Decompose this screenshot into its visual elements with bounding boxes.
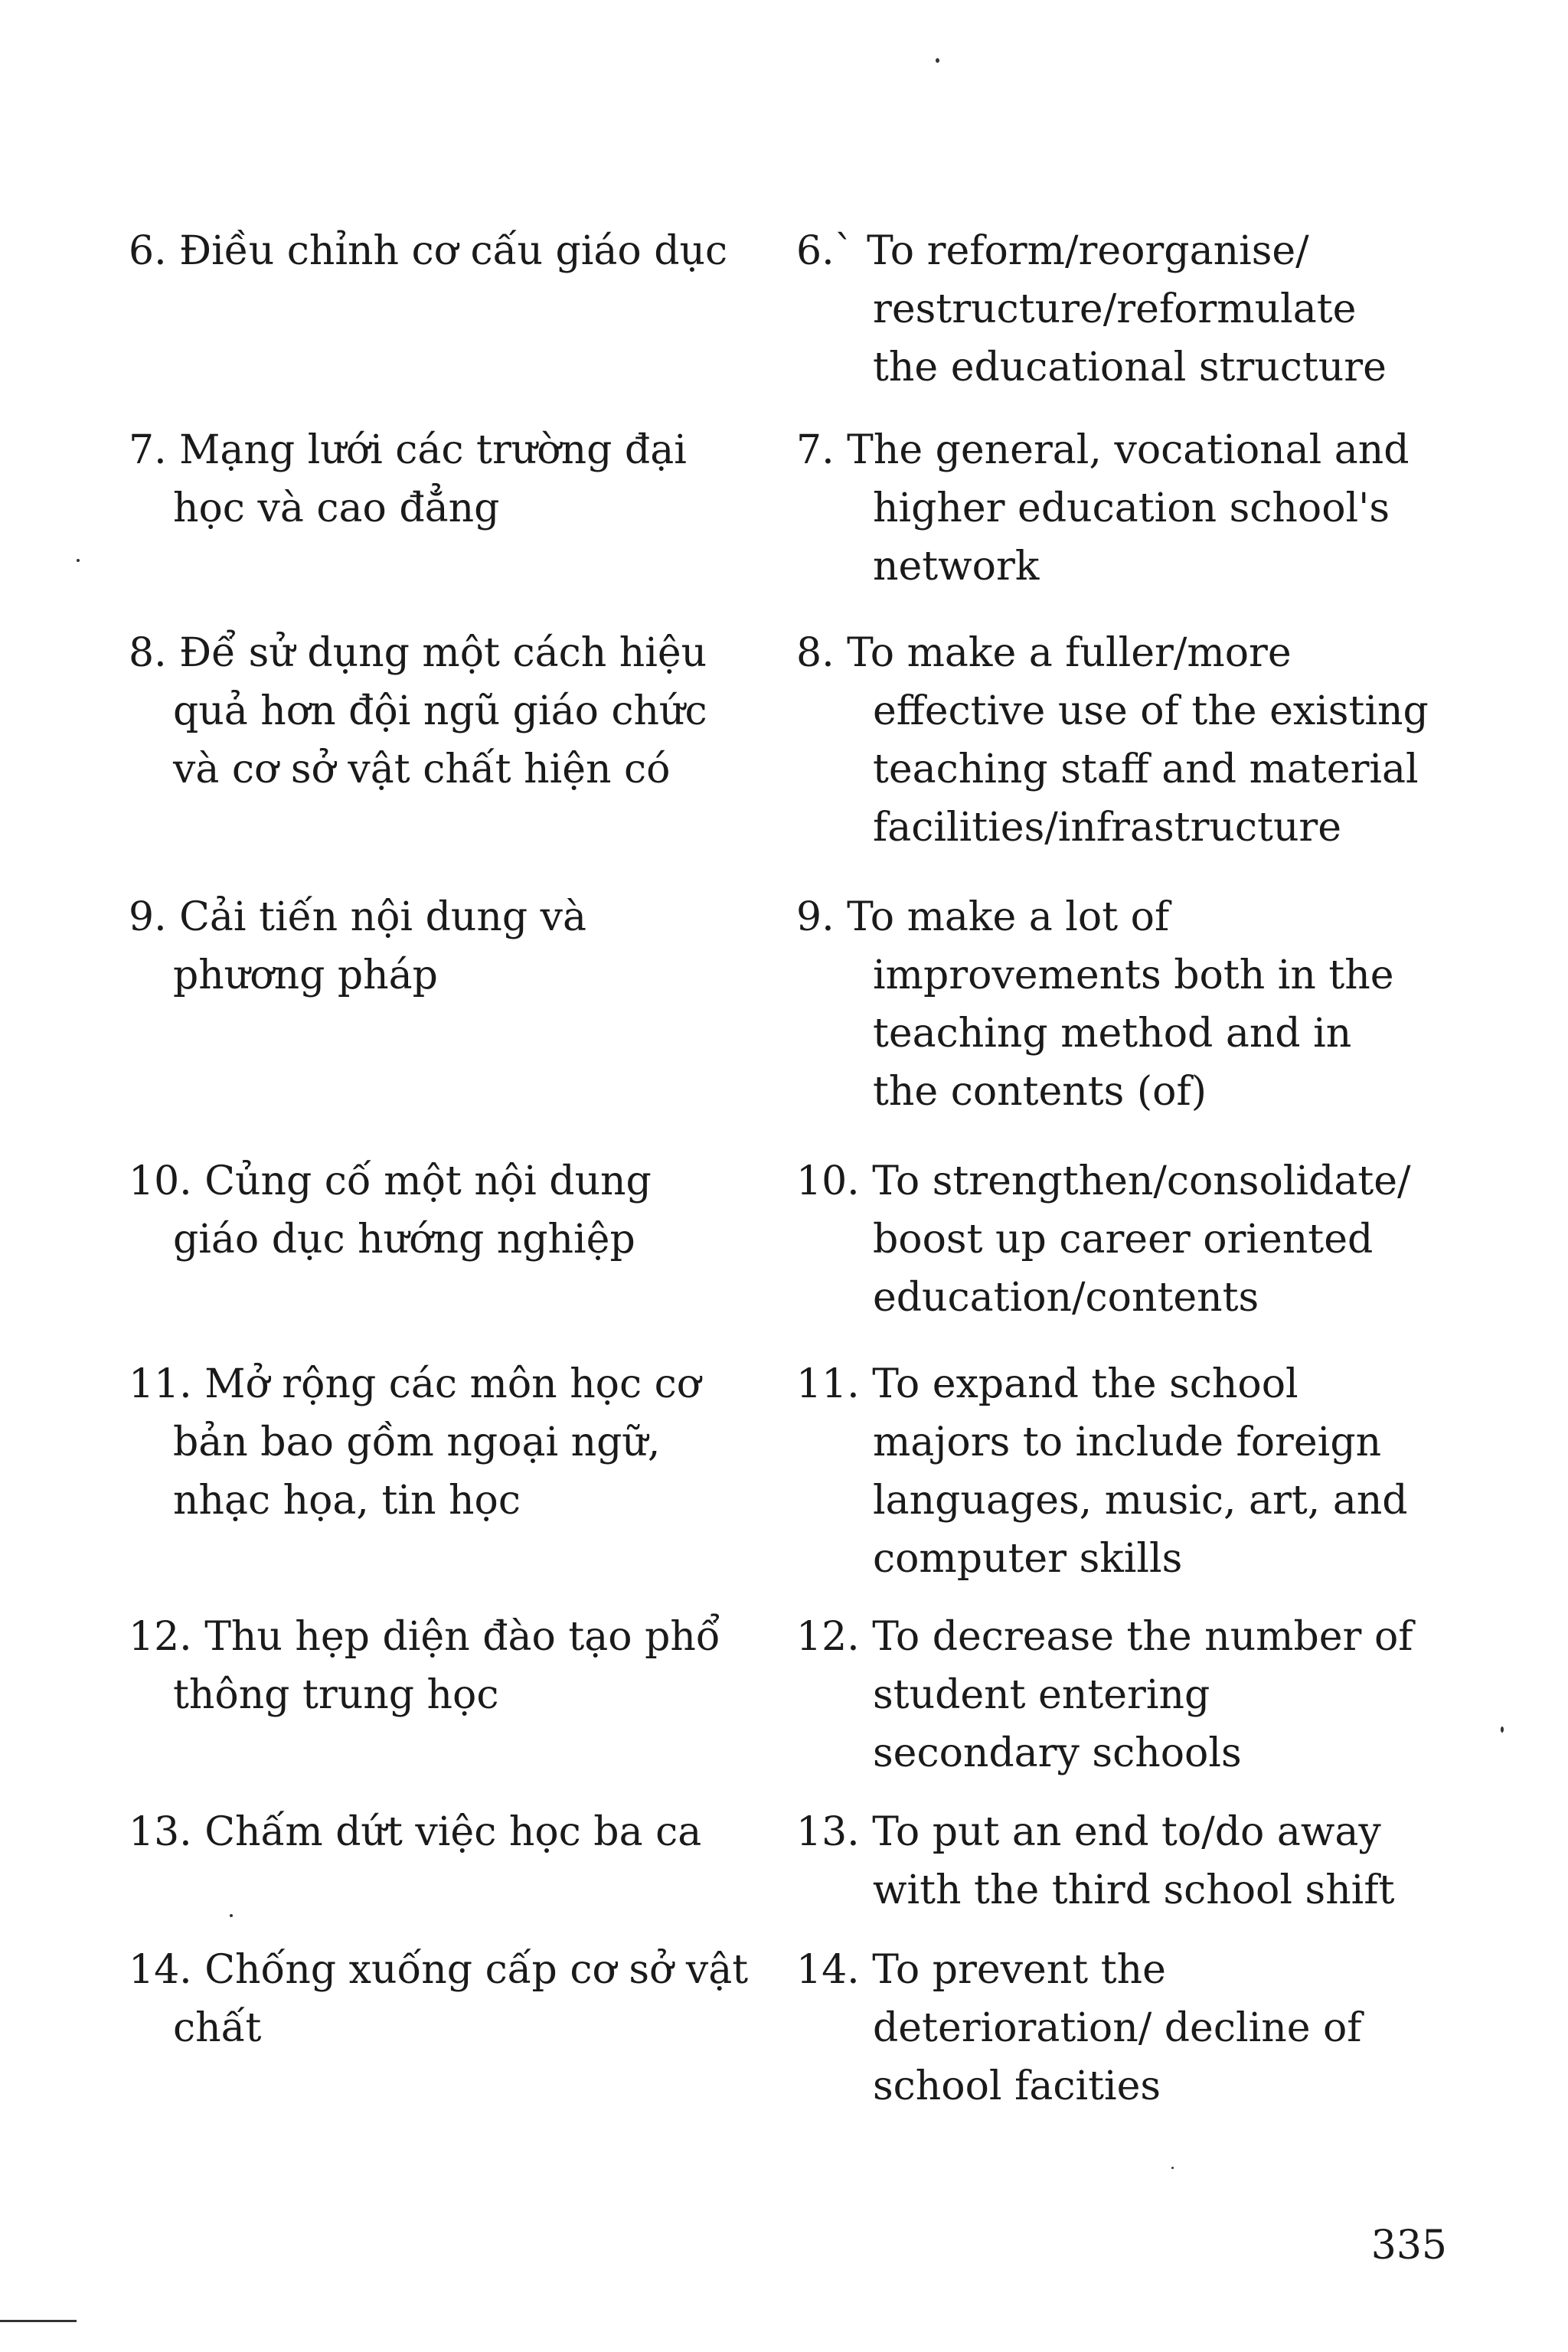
- english-translation-12: [796, 1608, 1455, 1782]
- en-line: higher education school's: [873, 485, 1390, 531]
- vi-line: quả hơn đội ngũ giáo chức: [173, 688, 707, 734]
- en-line: majors to include foreign: [873, 1419, 1382, 1465]
- english-translation-7: [796, 421, 1455, 596]
- en-line: facilities/infrastructure: [873, 805, 1342, 851]
- en-line: improvements both in the: [873, 952, 1394, 998]
- vi-line: 10. Củng cố một nội dung: [129, 1158, 652, 1204]
- en-line: the educational structure: [873, 345, 1387, 390]
- en-line: deterioration/ decline of: [873, 2005, 1362, 2051]
- vietnamese-term-9: [129, 888, 756, 1004]
- vietnamese-term-14: [129, 1941, 756, 2057]
- scan-speck: [77, 559, 80, 562]
- vietnamese-term-8: [129, 624, 756, 799]
- en-line: 14. To prevent the: [796, 1947, 1166, 1993]
- vi-line: học và cao đẳng: [173, 485, 500, 531]
- vi-line: 13. Chấm dứt việc học ba ca: [129, 1809, 702, 1855]
- en-line: with the third school shift: [873, 1867, 1395, 1913]
- english-translation-14: [796, 1941, 1455, 2115]
- en-line: effective use of the existing: [873, 688, 1429, 734]
- vietnamese-term-10: [129, 1152, 756, 1269]
- english-translation-8: [796, 624, 1455, 857]
- vi-line: giáo dục hướng nghiệp: [173, 1217, 635, 1263]
- english-translation-6: [796, 222, 1455, 397]
- en-line: student entering: [873, 1672, 1210, 1718]
- english-translation-10: [796, 1152, 1455, 1327]
- en-line: network: [873, 544, 1040, 590]
- scan-speck: [1171, 2167, 1174, 2169]
- en-line: restructure/reformulate: [873, 286, 1357, 332]
- en-line: 13. To put an end to/do away: [796, 1809, 1381, 1855]
- vietnamese-term-11: [129, 1355, 756, 1530]
- en-line: teaching staff and material: [873, 746, 1419, 792]
- vietnamese-term-12: [129, 1608, 756, 1724]
- en-line: computer skills: [873, 1536, 1183, 1582]
- vietnamese-term-7: [129, 421, 756, 537]
- scan-speck: [230, 1914, 233, 1917]
- en-line: 9. To make a lot of: [796, 894, 1170, 940]
- vi-line: nhạc họa, tin học: [173, 1478, 521, 1524]
- english-translation-13: [796, 1803, 1455, 1919]
- vi-line: 14. Chống xuống cấp cơ sở vật: [129, 1947, 749, 1993]
- en-line: education/contents: [873, 1275, 1259, 1321]
- en-line: 6.` To reform/reorganise/: [796, 228, 1309, 274]
- en-line: 11. To expand the school: [796, 1361, 1298, 1407]
- en-line: secondary schools: [873, 1730, 1242, 1776]
- vi-line: 9. Cải tiến nội dung và: [129, 894, 587, 940]
- scan-speck: [936, 58, 939, 63]
- vi-line: thông trung học: [173, 1672, 499, 1718]
- vi-line: phương pháp: [173, 952, 438, 998]
- english-translation-11: [796, 1355, 1455, 1588]
- en-line: boost up career oriented: [873, 1217, 1374, 1263]
- scan-speck: [1501, 1726, 1504, 1733]
- english-translation-9: [796, 888, 1455, 1121]
- en-line: 8. To make a fuller/more: [796, 630, 1292, 676]
- vi-line: chất: [173, 2005, 262, 2051]
- vi-line: 6. Điều chỉnh cơ cấu giáo dục: [129, 228, 728, 274]
- vietnamese-term-13: [129, 1803, 756, 1861]
- scan-edge-line: [0, 2320, 77, 2322]
- en-line: 7. The general, vocational and: [796, 427, 1410, 473]
- vi-line: 11. Mở rộng các môn học cơ: [129, 1361, 701, 1407]
- vi-line: bản bao gồm ngoại ngữ,: [173, 1419, 661, 1465]
- vi-line: và cơ sở vật chất hiện có: [173, 746, 671, 792]
- vi-line: 12. Thu hẹp diện đào tạo phổ: [129, 1614, 720, 1660]
- vi-line: 7. Mạng lưới các trường đại: [129, 427, 687, 473]
- en-line: teaching method and in: [873, 1011, 1352, 1057]
- en-line: 12. To decrease the number of: [796, 1614, 1413, 1660]
- en-line: school facities: [873, 2063, 1161, 2109]
- en-line: 10. To strengthen/consolidate/: [796, 1158, 1411, 1204]
- page-number: 335: [1370, 2223, 1447, 2269]
- en-line: languages, music, art, and: [873, 1478, 1408, 1524]
- vi-line: 8. Để sử dụng một cách hiệu: [129, 630, 707, 676]
- en-line: the contents (of): [873, 1069, 1207, 1115]
- vietnamese-term-6: [129, 222, 756, 280]
